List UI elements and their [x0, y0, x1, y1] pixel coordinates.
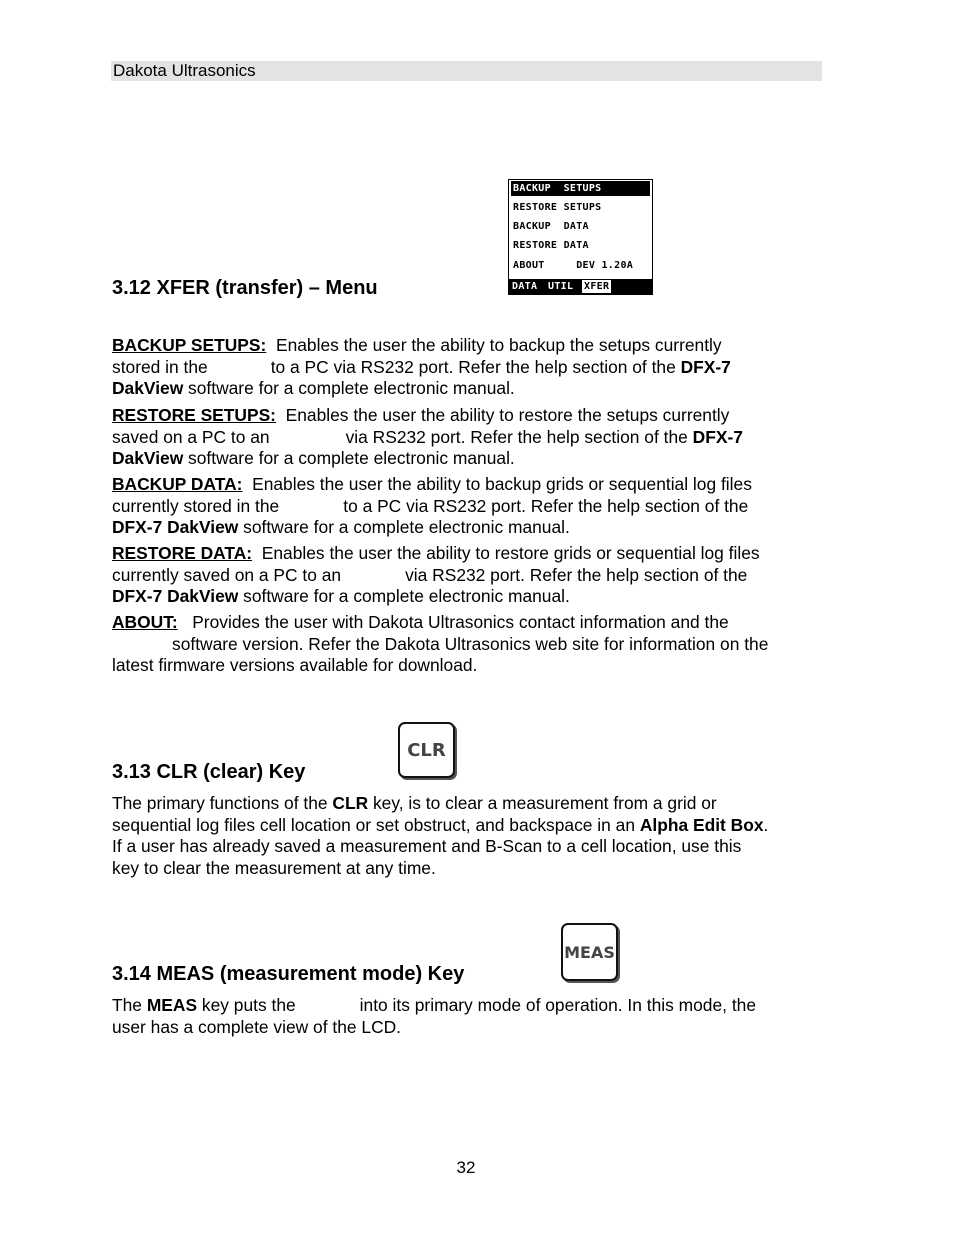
- paragraph-clr: [112, 793, 824, 879]
- product-name: DFX-7: [680, 356, 731, 377]
- paragraph-backup-setups: [112, 335, 824, 400]
- lcd-menu-item-restore-setups: RESTORE SETUPS: [513, 202, 602, 213]
- text-line: Enables the user the ability to backup the setups currently: [275, 335, 722, 355]
- lcd-tab-bar: [509, 279, 652, 294]
- text-line: Enables the user the ability to backup grids or sequential log files: [252, 474, 752, 494]
- text-line: via RS232 port. Refer the help section of the: [345, 426, 688, 447]
- term-restore-setups: RESTORE SETUPS:: [112, 405, 276, 425]
- paragraph-restore-data: [112, 543, 824, 608]
- text-line: Enables the user the ability to restore grids or sequential log files: [261, 543, 760, 563]
- clr-key-icon: [398, 722, 455, 778]
- text-line: user has a complete view of the LCD.: [112, 1016, 402, 1037]
- section-heading-xfer: 3.12 XFER (transfer) – Menu: [112, 277, 378, 299]
- text-line: currently saved on a PC to an: [112, 564, 342, 585]
- text-line: software for a complete electronic manual.: [238, 517, 570, 538]
- text-line: software version. Refer the Dakota Ultrasonics web site for information on the: [172, 633, 769, 654]
- product-name: DakView: [112, 448, 184, 469]
- paragraph-meas: [112, 995, 824, 1038]
- text-line: saved on a PC to an: [112, 426, 270, 447]
- text-line: currently stored in the: [112, 495, 280, 516]
- product-name: DFX-7 DakView: [112, 586, 239, 607]
- text-line: to a PC via RS232 port. Refer the help section of the: [343, 495, 749, 516]
- product-name: DFX-7 DakView: [112, 517, 239, 538]
- term-alpha-edit-box: Alpha Edit Box: [639, 814, 764, 835]
- text-line: via RS232 port. Refer the help section of the: [405, 564, 748, 585]
- paragraph-backup-data: [112, 474, 824, 539]
- product-name: DakView: [112, 378, 184, 399]
- meas-key-label: MEAS: [564, 942, 615, 962]
- lcd-menu-item-backup-setups: BACKUP SETUPS: [511, 181, 650, 196]
- lcd-tab-data: DATA: [512, 281, 538, 292]
- text-line: software for a complete electronic manual.: [183, 378, 515, 399]
- text-line: key to clear the measurement at any time.: [112, 857, 436, 878]
- paragraph-restore-setups: [112, 405, 824, 470]
- term-restore-data: RESTORE DATA:: [112, 543, 253, 563]
- text-line: The: [112, 995, 147, 1015]
- lcd-menu-item-about: ABOUT DEV 1.20A: [513, 260, 634, 271]
- page-number: 32: [456, 1158, 476, 1177]
- text-line: If a user has already saved a measurement and B-Scan to a cell location, use this: [112, 836, 742, 857]
- text-line: software for a complete electronic manual.: [238, 586, 570, 607]
- key-name: CLR: [332, 793, 369, 813]
- lcd-tab-util: UTIL: [548, 281, 574, 292]
- lcd-menu-item-restore-data: RESTORE DATA: [513, 240, 589, 251]
- text-line: software for a complete electronic manual.: [183, 448, 515, 469]
- meas-key-icon: [561, 923, 618, 981]
- product-name: DFX-7: [692, 426, 743, 447]
- text-line: latest firmware versions available for download.: [112, 655, 478, 676]
- section-heading-clr: 3.13 CLR (clear) Key: [112, 761, 306, 783]
- text-line: Enables the user the ability to restore the setups currently: [285, 405, 730, 425]
- text-line: The primary functions of the: [112, 793, 333, 813]
- text-line: to a PC via RS232 port. Refer the help section of the: [270, 356, 676, 377]
- key-name: MEAS: [146, 995, 198, 1015]
- text-line: .: [763, 814, 769, 835]
- term-backup-setups: BACKUP SETUPS:: [112, 335, 267, 355]
- lcd-menu-item-backup-data: BACKUP DATA: [513, 221, 589, 232]
- text-line: key, is to clear a measurement from a grid or: [368, 793, 717, 813]
- text-line: Provides the user with Dakota Ultrasonics contact information and the: [192, 612, 729, 632]
- paragraph-about: [112, 612, 824, 677]
- text-line: key puts the: [197, 995, 296, 1015]
- page-header: [111, 61, 822, 81]
- text-line: into its primary mode of operation. In this mode, the: [359, 995, 756, 1015]
- term-about: ABOUT:: [112, 612, 178, 632]
- header-title: Dakota Ultrasonics: [113, 61, 256, 80]
- term-backup-data: BACKUP DATA:: [112, 474, 243, 494]
- section-heading-meas: 3.14 MEAS (measurement mode) Key: [112, 963, 465, 985]
- text-line: stored in the: [112, 356, 208, 377]
- lcd-tab-xfer: XFER: [584, 281, 610, 292]
- clr-key-label: CLR: [407, 739, 446, 761]
- text-line: sequential log files cell location or set obstruct, and backspace in an: [112, 814, 640, 835]
- lcd-xfer-menu-screen: [508, 179, 653, 295]
